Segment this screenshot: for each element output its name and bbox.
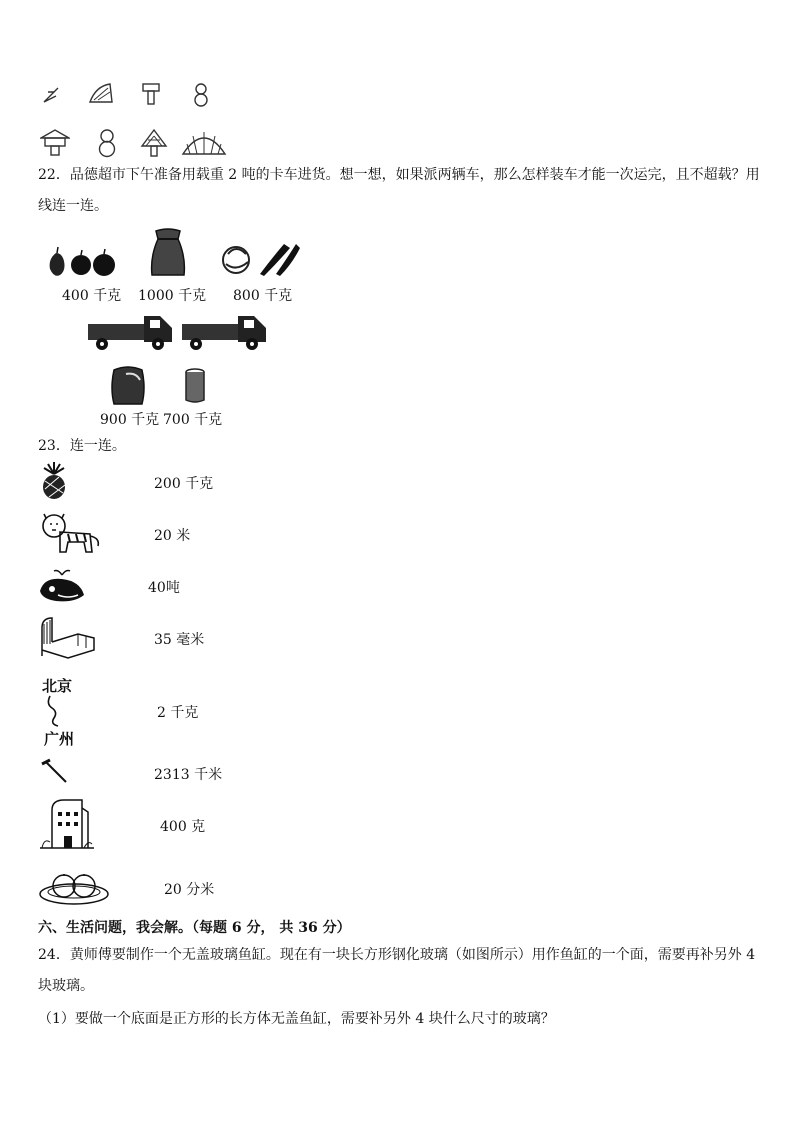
value-label: 2313 千米: [154, 767, 223, 783]
bag-icon: [108, 364, 148, 406]
snowman-shape-figure: [97, 128, 117, 158]
q23-title: 23．连一连。: [38, 438, 126, 454]
q22-line-2: 线连一连。: [38, 198, 108, 214]
whale-icon: [38, 567, 88, 605]
nail-icon: [40, 758, 70, 784]
building-icon: [38, 796, 96, 852]
goods-label-900kg: 900 千克: [100, 412, 160, 428]
goods-label-1000kg: 1000 千克: [138, 288, 207, 304]
q22-line-1: 22．品德超市下午准备用载重 2 吨的卡车进货。想一想，如果派两辆车，那么怎样装车才能一次运完，且不超载？用: [38, 167, 760, 183]
goods-label-400kg: 400 千克: [62, 288, 122, 304]
value-label: 20 分米: [164, 882, 215, 898]
q24-line-2: 块玻璃。: [38, 978, 94, 994]
truck-icon: [180, 310, 268, 354]
value-label: 35 毫米: [154, 632, 205, 648]
section-six-heading: 六、生活问题，我会解。（每题 6 分， 共 36 分）: [38, 920, 351, 936]
vegetables-icon: [220, 238, 302, 278]
pineapple-icon: [38, 462, 70, 500]
house-shape-figure: [40, 128, 70, 156]
bed-icon: [38, 614, 96, 660]
shape-piece-4: [193, 82, 209, 108]
umbrella-shape-figure: [181, 130, 227, 158]
tiger-icon: [38, 512, 102, 558]
map-label-beijing: 北京: [42, 677, 73, 695]
q24-subquestion-1: （1）要做一个底面是正方形的长方体无盖鱼缸，需要补另外 4 块什么尺寸的玻璃？: [38, 1011, 555, 1027]
truck-icon: [86, 310, 174, 354]
barrel-icon: [184, 368, 206, 404]
sack-icon: [148, 227, 188, 279]
value-label: 40吨: [148, 580, 180, 596]
value-label: 2 千克: [157, 705, 199, 721]
map-route-icon: [44, 694, 72, 728]
shape-piece-2: [88, 82, 114, 106]
goods-label-800kg: 800 千克: [233, 288, 293, 304]
value-label: 20 米: [154, 528, 191, 544]
goods-label-700kg: 700 千克: [163, 412, 223, 428]
shape-piece-1: [40, 84, 62, 106]
value-label: 400 克: [160, 819, 206, 835]
tree-shape-figure: [140, 128, 168, 158]
map-label-guangzhou: 广州: [44, 730, 75, 748]
fruit-icon: [46, 245, 120, 279]
q24-line-1: 24．黄师傅要制作一个无盖玻璃鱼缸。现在有一块长方形钢化玻璃（如图所示）用作鱼缸的一个面，需要再补另外 4: [38, 947, 756, 963]
shape-piece-3: [141, 82, 161, 106]
plate-oranges-icon: [38, 868, 110, 906]
value-label: 200 千克: [154, 476, 214, 492]
